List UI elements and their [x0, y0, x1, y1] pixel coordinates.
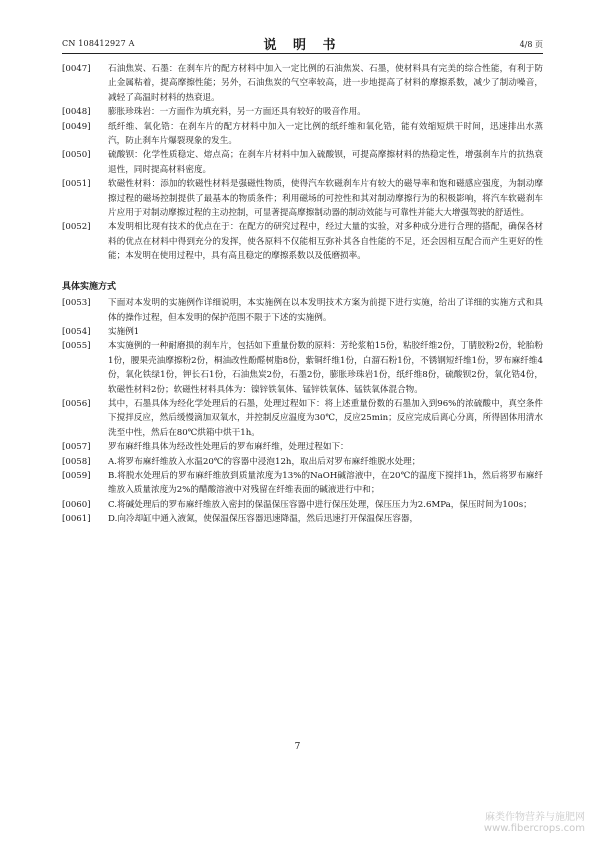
- paragraph-text: 本实施例的一种耐磨损的刹车片，包括如下重量份数的原料：芳纶浆粕15份，粘胶纤维2份，丁腈胶粉2份，轮胎粉1份，腰果壳油摩擦粉2份，桐油改性酚醛树脂8份，紫铜纤维1份，白溜石粉1份，不锈钢短纤维1份，罗布麻纤维4份，氧化铁绿1份，钾长石1份，石油焦炭2份，石墨2份，膨胀珍珠岩1份，纸纤维8份，硫酸钡2份，氧化锆4份，软磁性材料2份；软磁性材料具体为：镍锌铁氧体、锰锌铁氧体、锰铁氧体混合物。: [108, 341, 543, 395]
- paragraph: [62, 498, 543, 512]
- paragraph-number: [0060]: [62, 499, 91, 510]
- paragraph-text: 膨胀珍珠岩：一方面作为填充料，另一方面还具有较好的吸音作用。: [108, 107, 366, 118]
- watermark: [484, 808, 585, 834]
- paragraph-number: [0054]: [62, 326, 91, 337]
- document-body: [62, 62, 543, 527]
- paragraph-number: [0050]: [62, 150, 91, 161]
- paragraph-number: [0048]: [62, 107, 91, 118]
- paragraph: [62, 339, 543, 397]
- paragraph: [62, 62, 543, 105]
- patent-number: CN 108412927 A: [62, 39, 135, 48]
- section-title: 具体实施方式: [62, 281, 117, 292]
- paragraph-number: [0059]: [62, 470, 91, 481]
- page-of-count: 4/8 页: [519, 40, 543, 49]
- paragraph: [62, 296, 543, 325]
- paragraph-text: 软磁性材料：添加的软磁性材料是强磁性物质，使得汽车软磁刹车片有较大的磁导率和饱和磁感应强度，为制动摩擦过程的磁场控制提供了最基本的物质条件；利用磁场的可控性和其对制动摩擦行为的积极影响，将汽车软磁刹车片应用于对制动摩擦过程的主动控制，可显著提高摩擦制动器的制动效能与可靠性并能大大增强驾驶的舒适性。: [108, 179, 543, 219]
- paragraph-number: [0055]: [62, 341, 91, 352]
- paragraph-number: [0058]: [62, 456, 91, 467]
- paragraph: [62, 512, 543, 526]
- paragraphs-top: [62, 62, 543, 264]
- paragraph-number: [0057]: [62, 442, 91, 453]
- paragraph: [62, 440, 543, 454]
- document-title: 说 明 书: [263, 38, 342, 53]
- paragraph: [62, 220, 543, 263]
- paragraph: [62, 177, 543, 220]
- paragraph: [62, 105, 543, 119]
- paragraph-text: 下面对本发明的实施例作详细说明，本实施例在以本发明技术方案为前提下进行实施，给出了详细的实施方式和具体的操作过程，但本发明的保护范围不限于下述的实施例。: [108, 298, 543, 323]
- page-header: [62, 36, 543, 54]
- paragraph-text: 罗布麻纤维具体为经改性处理后的罗布麻纤维，处理过程如下：: [108, 442, 349, 453]
- page-number: 7: [294, 742, 301, 752]
- paragraph-text: 本发明相比现有技术的优点在于：在配方的研究过程中，经过大量的实验，对多种成分进行合理的搭配，确保各材料的优点在材料中得到充分的发挥，使各原料不仅能相互弥补其各自性能的不足，还会因相互配合而产生更好的性能；本发明在使用过程中，具有高且稳定的摩擦系数以及低磨损率。: [108, 222, 543, 262]
- paragraph: [62, 120, 543, 149]
- paragraph: [62, 397, 543, 440]
- paragraph: [62, 469, 543, 498]
- paragraph-text: 其中，石墨具体为经化学处理后的石墨，处理过程如下：将上述重量份数的石墨加入到96%的浓硫酸中，真空条件下搅拌反应，然后缓慢滴加双氧水，并控制反应温度为30℃，反应25min；反应完成后离心分离，所得固体用清水洗至中性，然后在80℃烘箱中烘干1h。: [108, 398, 543, 438]
- paragraph-number: [0051]: [62, 179, 91, 190]
- paragraph-text: 纸纤维、氧化锆：在刹车片的配方材料中加入一定比例的纸纤维和氧化锆，能有效缩短烘干时间，迅速排出水蒸汽，防止刹车片爆裂现象的发生。: [108, 121, 543, 147]
- paragraph-number: [0053]: [62, 298, 91, 309]
- paragraph: [62, 325, 543, 339]
- section-gap: [62, 264, 543, 280]
- paragraph-text: 硫酸钡：化学性质稳定、熔点高；在刹车片材料中加入硫酸钡，可提高摩擦材料的热稳定性，增强刹车片的抗热衰退性，同时提高材料密度。: [108, 150, 543, 175]
- paragraph-text: 石油焦炭、石墨：在刹车片的配方材料中加入一定比例的石油焦炭、石墨，使材料具有完美的综合性能，有利于防止金属粘着，提高摩擦性能；另外，石油焦炭的气空率较高，进一步地提高了材料的摩擦系数，减少了制动噪音，减轻了高温时材料的热衰退。: [108, 64, 543, 103]
- paragraph-text: B.将脱水处理后的罗布麻纤维放到质量浓度为13%的NaOH碱溶液中，在20℃的温度下搅拌1h，然后将罗布麻纤维放入质量浓度为2%的醋酸溶液中对残留在纤维表面的碱液进行中和；: [108, 470, 543, 496]
- paragraph-number: [0052]: [62, 222, 91, 233]
- watermark-url: www.fibercrops.com: [483, 823, 585, 834]
- paragraph-number: [0047]: [62, 64, 91, 74]
- paragraph-number: [0049]: [62, 121, 91, 132]
- paragraph-text: A.将罗布麻纤维放入水温20℃的容器中浸泡12h，取出后对罗布麻纤维脱水处理；: [108, 456, 421, 467]
- paragraph-number: [0056]: [62, 398, 91, 409]
- paragraph: [62, 455, 543, 469]
- paragraphs-bottom: [62, 296, 543, 527]
- paragraph-text: 实施例1: [108, 326, 140, 337]
- paragraph: [62, 148, 543, 177]
- paragraph-number: [0061]: [62, 514, 91, 525]
- paragraph-text: C.将碱处理后的罗布麻纤维放入密封的保温保压容器中进行保压处理，保压压力为2.6MPa，保压时间为100s；: [108, 499, 532, 510]
- header-divider: [62, 53, 543, 54]
- paragraph-text: D.向冷却缸中通入液氮，使保温保压容器迅速降温，然后迅速打开保温保压容器，: [108, 514, 419, 525]
- watermark-site-name: 麻类作物营养与施肥网: [485, 812, 585, 823]
